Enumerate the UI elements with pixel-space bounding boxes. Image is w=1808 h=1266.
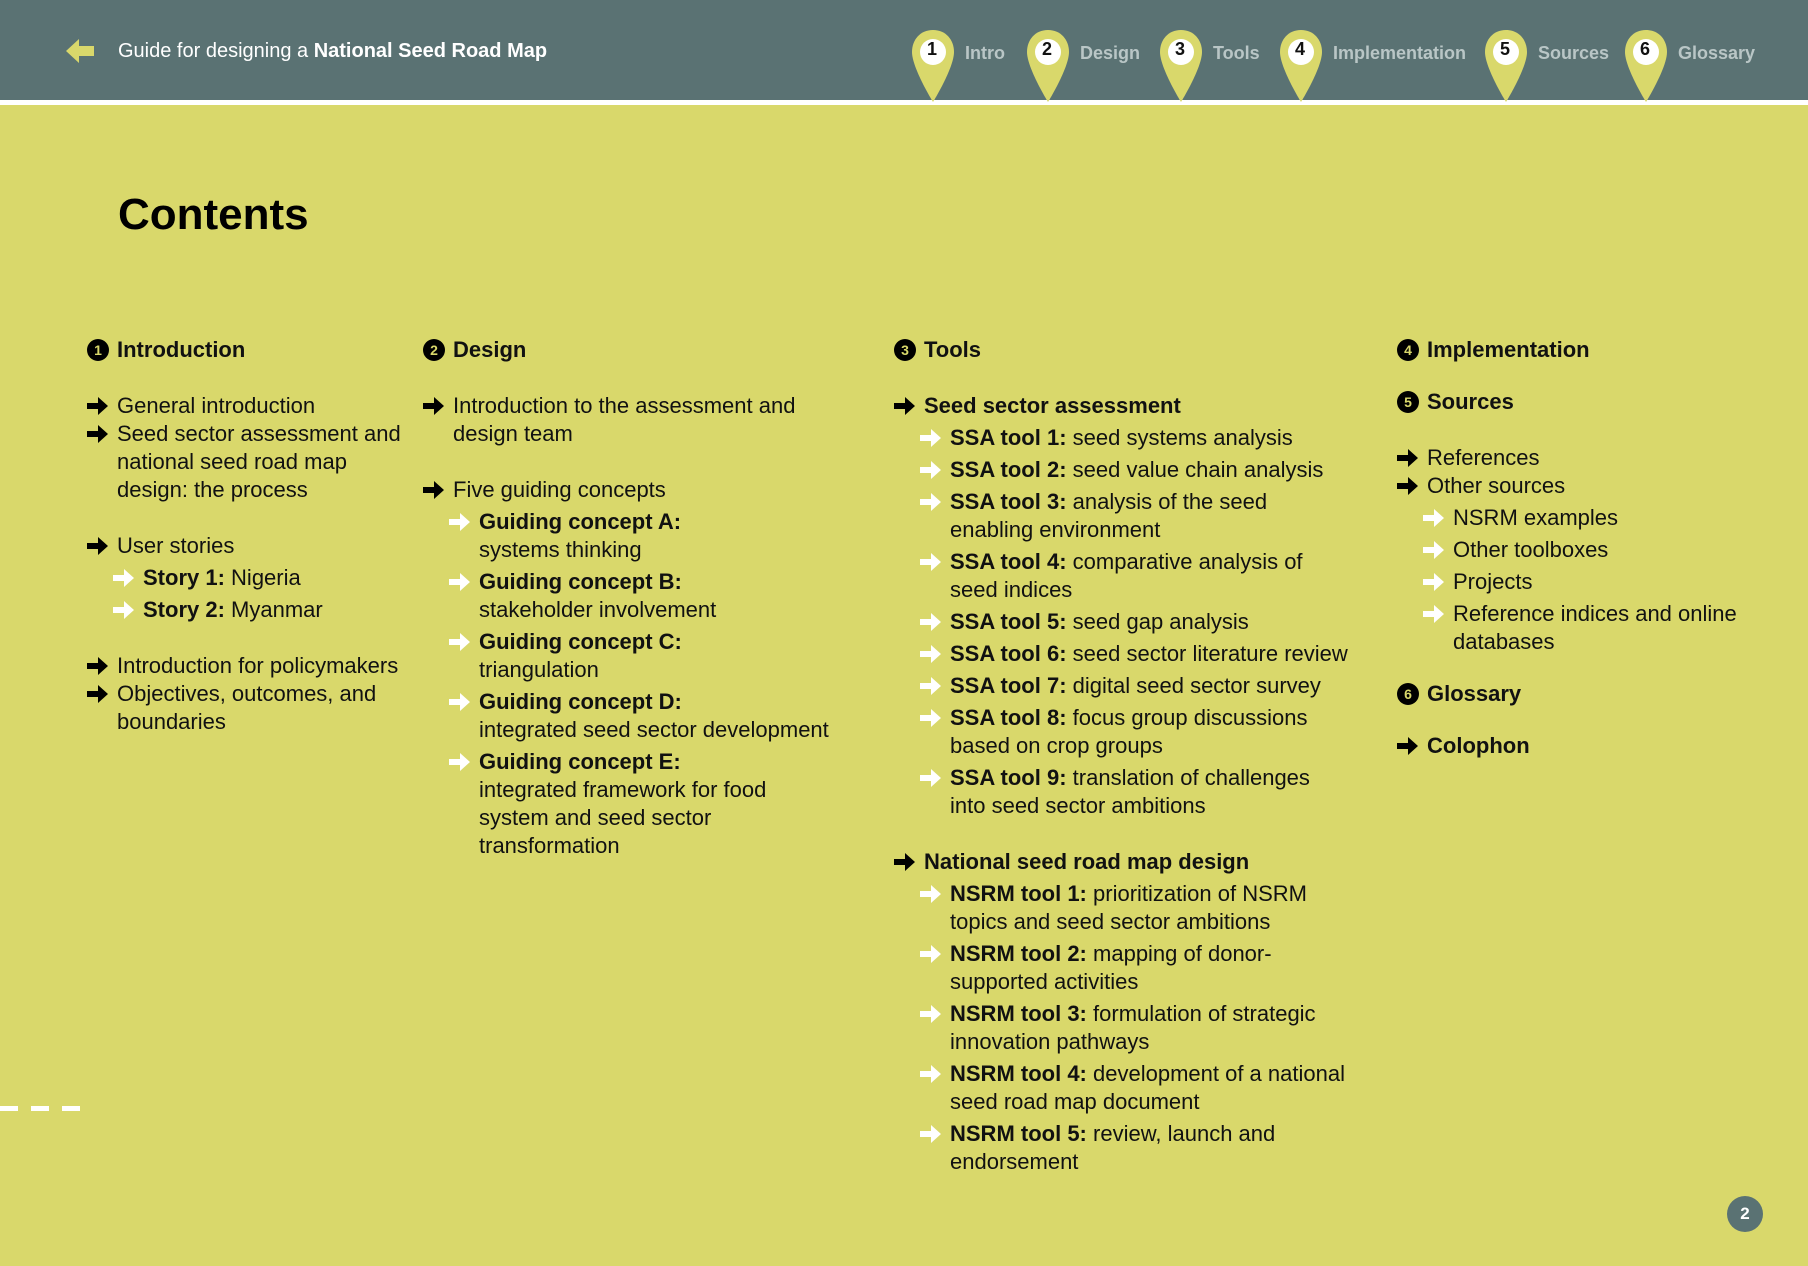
decorative-dash [0, 1106, 18, 1111]
arrow-right-icon [449, 752, 471, 772]
toc-entry[interactable] [423, 392, 843, 448]
arrow-right-icon [920, 676, 942, 696]
story-text: Myanmar [231, 597, 323, 622]
tool-label: NSRM tool 4: [950, 1061, 1087, 1086]
tool-label: SSA tool 5: [950, 609, 1067, 634]
nav-label: Implementation [1333, 43, 1467, 63]
arrow-right-icon [449, 692, 471, 712]
group-title: Seed sector assessment [924, 393, 1181, 418]
contents-column-more [1397, 336, 1737, 760]
concept-text: integrated framework for food system and seed sector transformation [479, 777, 767, 858]
toc-entry[interactable] [423, 476, 843, 504]
tool-label: SSA tool 1: [950, 425, 1067, 450]
toc-subentry[interactable] [894, 424, 1354, 452]
concept-label: Guiding concept B: [479, 569, 682, 594]
toc-entry[interactable] [87, 392, 417, 420]
story-text: Nigeria [231, 565, 301, 590]
toc-entry[interactable] [87, 680, 417, 736]
tool-text: seed gap analysis [1072, 609, 1249, 634]
arrow-right-icon [894, 396, 916, 416]
nav-number: 3 [1174, 39, 1185, 59]
toc-subentry[interactable] [1397, 600, 1753, 656]
document-title [118, 40, 547, 63]
concept-label: Guiding concept A: [479, 509, 682, 534]
toc-subentry[interactable] [894, 1060, 1360, 1116]
nav-label: Sources [1538, 43, 1610, 63]
decorative-dash [31, 1106, 49, 1111]
section-number-badge: 6 [1397, 683, 1419, 705]
arrow-right-icon [423, 480, 445, 500]
arrow-right-icon [449, 572, 471, 592]
arrow-right-icon [920, 460, 942, 480]
concept-text: stakeholder involvement [479, 597, 717, 622]
tool-text: comparative analysis of seed indices [950, 549, 1303, 602]
nav-number: 4 [1294, 39, 1305, 59]
arrow-right-icon [449, 632, 471, 652]
entry-text: Objectives, outcomes, and boundaries [117, 681, 377, 734]
concept-text: integrated seed sector development [479, 717, 829, 742]
section-title: Implementation [1427, 337, 1590, 362]
tool-text: review, launch and endorsement [950, 1121, 1276, 1174]
arrow-right-icon [894, 852, 916, 872]
tool-label: SSA tool 7: [950, 673, 1067, 698]
tool-label: NSRM tool 2: [950, 941, 1087, 966]
arrow-right-icon [1397, 448, 1419, 468]
section-design[interactable] [423, 336, 843, 364]
tool-label: NSRM tool 3: [950, 1001, 1087, 1026]
arrow-right-icon [920, 708, 942, 728]
concept-text: systems thinking [479, 537, 642, 562]
nav-number: 6 [1639, 39, 1650, 59]
entry-text: Colophon [1427, 733, 1530, 758]
section-title: Tools [924, 337, 982, 362]
arrow-right-icon [87, 396, 109, 416]
toc-subentry[interactable] [894, 608, 1354, 636]
tool-text: focus group discussions based on crop groups [950, 705, 1308, 758]
nav-number: 5 [1499, 39, 1510, 59]
toc-group-nsrm[interactable] [894, 848, 1354, 876]
arrow-right-icon [920, 428, 942, 448]
top-bar [0, 0, 1808, 105]
arrow-right-icon [920, 944, 942, 964]
arrow-right-icon [920, 1124, 942, 1144]
group-title: National seed road map design [924, 849, 1250, 874]
arrow-right-icon [1397, 736, 1419, 756]
toc-subentry[interactable] [894, 1120, 1310, 1176]
arrow-right-icon [920, 1064, 942, 1084]
arrow-right-icon [87, 536, 109, 556]
tool-label: NSRM tool 5: [950, 1121, 1087, 1146]
arrow-right-icon [423, 396, 445, 416]
arrow-right-icon [920, 612, 942, 632]
tool-text: seed systems analysis [1072, 425, 1293, 450]
toc-subentry[interactable] [894, 640, 1354, 668]
arrow-right-icon [920, 644, 942, 664]
decorative-dash [62, 1106, 80, 1111]
toc-subentry[interactable] [894, 764, 1320, 820]
toc-subentry[interactable] [423, 628, 843, 684]
nav-number: 1 [926, 39, 937, 59]
entry-text: Other toolboxes [1453, 537, 1609, 562]
toc-subentry[interactable] [1397, 504, 1727, 532]
section-tools[interactable] [894, 336, 1354, 364]
arrow-right-icon [1423, 540, 1445, 560]
page-number-badge: 2 [1727, 1196, 1763, 1232]
concept-text: triangulation [479, 657, 599, 682]
arrow-right-icon [1423, 572, 1445, 592]
tool-label: SSA tool 8: [950, 705, 1067, 730]
entry-text: Projects [1453, 569, 1533, 594]
section-introduction[interactable] [87, 336, 417, 364]
title-strong: National Seed Road Map [313, 40, 548, 62]
section-title: Introduction [117, 337, 246, 362]
toc-subentry[interactable] [894, 1000, 1330, 1056]
entry-text: Five guiding concepts [453, 477, 666, 502]
entry-text: Introduction to the assessment and design team [453, 393, 796, 446]
toc-entry-colophon[interactable] [1397, 732, 1727, 760]
toc-subentry[interactable] [423, 748, 789, 860]
tool-label: NSRM tool 1: [950, 881, 1087, 906]
arrow-right-icon [920, 768, 942, 788]
arrow-right-icon [920, 884, 942, 904]
section-number-badge: 1 [87, 339, 109, 361]
nav-number: 2 [1041, 39, 1052, 59]
entry-text: User stories [117, 533, 235, 558]
toc-entry[interactable] [87, 652, 417, 680]
toc-entry[interactable] [1397, 472, 1727, 500]
tool-label: SSA tool 6: [950, 641, 1067, 666]
section-title: Sources [1427, 389, 1514, 414]
section-number-badge: 5 [1397, 391, 1419, 413]
entry-text: General introduction [117, 393, 316, 418]
page-heading: Contents [118, 190, 309, 239]
arrow-right-icon [87, 424, 109, 444]
toc-subentry[interactable] [423, 688, 843, 744]
toc-entry[interactable] [1397, 444, 1727, 472]
nav-label: Intro [965, 43, 1005, 63]
arrow-right-icon [449, 512, 471, 532]
arrow-right-icon [113, 600, 135, 620]
tool-label: SSA tool 9: [950, 765, 1067, 790]
tool-label: SSA tool 2: [950, 457, 1067, 482]
entry-text: Introduction for policymakers [117, 653, 399, 678]
tool-label: SSA tool 3: [950, 489, 1067, 514]
toc-subentry[interactable] [894, 548, 1310, 604]
arrow-right-icon [920, 1004, 942, 1024]
toc-subentry[interactable] [423, 568, 843, 624]
section-title: Design [453, 337, 527, 362]
tool-label: SSA tool 4: [950, 549, 1067, 574]
tool-text: translation of challenges into seed sector ambitions [950, 765, 1310, 818]
section-sources[interactable] [1397, 388, 1727, 416]
toc-subentry[interactable] [894, 456, 1354, 484]
tool-text: development of a national seed road map document [950, 1061, 1345, 1114]
concept-label: Guiding concept D: [479, 689, 682, 714]
story-label: Story 1: [143, 565, 225, 590]
tool-text: seed value chain analysis [1072, 457, 1324, 482]
toc-subentry[interactable] [894, 940, 1310, 996]
entry-text: Reference indices and online databases [1453, 601, 1737, 654]
title-prefix: Guide for designing a [118, 40, 309, 62]
toc-subentry[interactable] [894, 704, 1310, 760]
contents-column-tools [894, 336, 1354, 1176]
arrow-right-icon [87, 684, 109, 704]
back-arrow-icon[interactable] [64, 36, 104, 68]
tool-text: seed sector literature review [1072, 641, 1348, 666]
toc-subentry[interactable] [894, 488, 1290, 544]
toc-subentry[interactable] [1397, 568, 1727, 596]
section-number-badge: 4 [1397, 339, 1419, 361]
section-number-badge: 3 [894, 339, 916, 361]
nav-label: Design [1080, 43, 1141, 63]
entry-text: NSRM examples [1453, 505, 1619, 530]
arrow-right-icon [87, 656, 109, 676]
story-label: Story 2: [143, 597, 225, 622]
entry-text: Other sources [1427, 473, 1566, 498]
section-number-badge: 2 [423, 339, 445, 361]
entry-text: References [1427, 445, 1540, 470]
toc-subentry[interactable] [423, 508, 843, 564]
tool-text: mapping of donor-supported activities [950, 941, 1272, 994]
nav-label: Tools [1213, 43, 1260, 63]
arrow-right-icon [113, 568, 135, 588]
contents-column-introduction [87, 336, 417, 736]
section-glossary[interactable] [1397, 680, 1727, 708]
tool-text: formulation of strategic innovation pathways [950, 1001, 1316, 1054]
entry-text: Seed sector assessment and national seed road map design: the process [117, 421, 401, 502]
toc-subentry[interactable] [87, 596, 417, 624]
arrow-right-icon [1423, 508, 1445, 528]
concept-label: Guiding concept E: [479, 749, 681, 774]
toc-entry[interactable] [87, 532, 417, 560]
contents-column-design [423, 336, 843, 860]
toc-entry[interactable] [87, 420, 417, 504]
section-implementation[interactable] [1397, 336, 1727, 364]
toc-subentry[interactable] [1397, 536, 1727, 564]
toc-subentry[interactable] [894, 672, 1354, 700]
tool-text: digital seed sector survey [1072, 673, 1321, 698]
nav-label: Glossary [1678, 43, 1756, 63]
toc-subentry[interactable] [87, 564, 417, 592]
section-title: Glossary [1427, 681, 1522, 706]
concept-label: Guiding concept C: [479, 629, 682, 654]
toc-group-ssa[interactable] [894, 392, 1354, 420]
toc-subentry[interactable] [894, 880, 1320, 936]
arrow-right-icon [1423, 604, 1445, 624]
arrow-right-icon [1397, 476, 1419, 496]
arrow-right-icon [920, 492, 942, 512]
tool-text: analysis of the seed enabling environment [950, 489, 1268, 542]
tool-text: prioritization of NSRM topics and seed sector ambitions [950, 881, 1307, 934]
arrow-right-icon [920, 552, 942, 572]
